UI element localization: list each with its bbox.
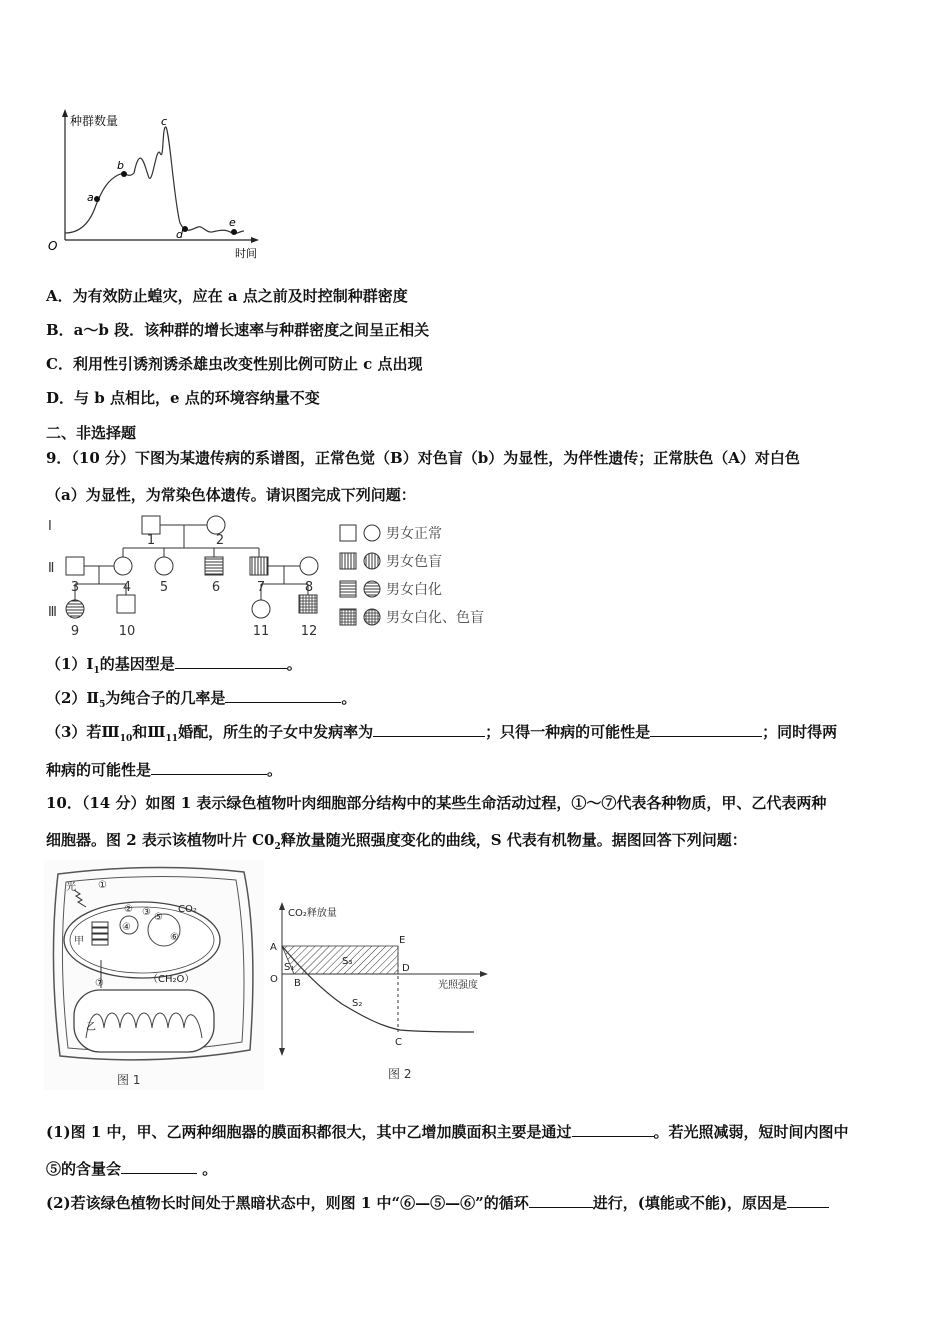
fig2-label-D: D (402, 963, 410, 974)
q10-p2: (2)若该绿色植物长时间处于黑暗状态中，则图 1 中“⑥—⑤—⑥”的循环 进行，(填能或不能)，原因是 (46, 1193, 829, 1213)
fig2-label-O: O (270, 974, 278, 985)
q10-line2: 细胞器。图 2 表示该植物叶片 $C0_2$释放量随光照强度变化的曲线，S 代表有机物量。据图回答下列问题： (46, 831, 747, 852)
q9-sub1: $(1)Ⅰ_1$的基因型是 。 (46, 655, 302, 676)
answer-blank[interactable] (373, 722, 485, 737)
gen-label-3: Ⅲ (48, 605, 57, 620)
q9-line1: 9．（10 分）下图为某遗传病的系谱图，正常色觉（B）对色盲（b）为显性，为伴性遗传；正常肤色（A）对白色 (46, 449, 800, 467)
fig2-label-S2: S₂ (352, 998, 363, 1009)
pedigree-num: 4 (122, 580, 132, 595)
figure-2-co2-curve (262, 900, 492, 1085)
pedigree-num: 11 (252, 624, 270, 639)
fig2-xlabel: 光照强度 (438, 980, 478, 991)
legend-colorblind: 男女色盲 (386, 554, 442, 570)
fig2-label-S3: S₃ (342, 956, 353, 967)
graph-ylabel: 种群数量 (70, 114, 119, 128)
fig1-label-1: ① (98, 880, 107, 891)
fig2-caption: 图 2 (388, 1067, 412, 1081)
point-d: d (176, 228, 183, 241)
fig2-label-C: C (395, 1037, 402, 1048)
graph-xlabel: 时间 (235, 247, 257, 260)
answer-blank[interactable] (175, 654, 287, 669)
pedigree-num: 5 (159, 580, 169, 595)
graph-origin: O (48, 239, 58, 253)
q10-p1-line1: (1)图 1 中，甲、乙两种细胞器的膜面积都很大，其中乙增加膜面积主要是通过 。若光照减弱，短时间内图中 (46, 1123, 849, 1141)
pedigree-num: 9 (70, 624, 80, 639)
fig2-label-S1: S₁ (284, 962, 295, 973)
option-a: A．为有效防止蝗灾，应在 a 点之前及时控制种群密度 (46, 287, 408, 305)
answer-blank[interactable] (572, 1122, 654, 1137)
legend-both: 男女白化、色盲 (386, 610, 484, 626)
pedigree-chart (44, 510, 504, 642)
gen-label-1: Ⅰ (48, 519, 52, 534)
q9-sub2: $(2)Ⅱ_5$为纯合子的几率是 。 (46, 689, 357, 710)
fig1-label-light: 光 (66, 882, 76, 893)
fig1-label-yi: 乙 (86, 1022, 96, 1033)
gen-label-2: Ⅱ (48, 561, 55, 576)
fig1-label-2: ② (124, 904, 133, 915)
fig2-label-B: B (294, 978, 301, 989)
pedigree-num: 10 (118, 624, 136, 639)
option-c: C．利用性引诱剂诱杀雄虫改变性别比例可防止 c 点出现 (46, 355, 423, 373)
point-c: c (161, 115, 168, 128)
point-b: b (117, 159, 124, 172)
pedigree-num: 3 (70, 580, 80, 595)
q9-sub3-line2: 种病的可能性是 。 (46, 761, 283, 779)
pedigree-num: 7 (256, 580, 266, 595)
answer-blank[interactable] (529, 1193, 593, 1208)
answer-blank[interactable] (151, 760, 267, 775)
fig1-label-3: ③ (142, 907, 151, 918)
fig1-label-co2: CO₂ (178, 904, 197, 915)
population-graph (40, 105, 270, 265)
q9-line2: （a）为显性，为常染色体遗传。请识图完成下列问题： (46, 486, 416, 504)
q9-sub3: （3）若$Ⅲ_{10}$和$Ⅲ_{11}$婚配，所生的子女中发病率为 ；只得一种病的可能性是 ；同时得两 (46, 723, 838, 744)
fig1-label-6: ⑥ (170, 932, 179, 943)
q10-line1: 10．（14 分）如图 1 表示绿色植物叶肉细胞部分结构中的某些生命活动过程，①～⑦代表各种物质，甲、乙代表两种 (46, 794, 827, 812)
fig1-caption: 图 1 (117, 1073, 141, 1087)
pedigree-num: 8 (304, 580, 314, 595)
fig2-ylabel: CO₂释放量 (288, 908, 337, 919)
fig1-label-5: ⑤ (154, 912, 163, 923)
q10-p1-line2: ⑤的含量会 。 (46, 1160, 218, 1178)
legend-normal: 男女正常 (386, 526, 442, 542)
pedigree-num: 12 (300, 624, 318, 639)
pedigree-num: 2 (215, 533, 225, 548)
point-a: a (87, 191, 94, 204)
fig2-label-E: E (399, 935, 406, 946)
fig1-label-7: ⑦ (95, 978, 104, 989)
option-d: D．与 b 点相比，e 点的环境容纳量不变 (46, 389, 320, 407)
answer-blank[interactable] (225, 688, 341, 703)
pedigree-num: 6 (211, 580, 221, 595)
section-title: 二、非选择题 (46, 424, 137, 442)
option-b: B．a～b 段．该种群的增长速率与种群密度之间呈正相关 (46, 321, 430, 339)
legend-albino: 男女白化 (386, 582, 442, 598)
pedigree-num: 1 (146, 533, 156, 548)
point-e: e (229, 216, 236, 229)
fig1-label-4: ④ (122, 922, 131, 933)
answer-blank[interactable] (650, 722, 762, 737)
figure-1-cell (44, 860, 264, 1090)
fig1-label-jia: 甲 (74, 936, 84, 947)
answer-blank[interactable] (787, 1193, 829, 1208)
fig2-label-A: A (270, 942, 277, 953)
fig1-label-ch2o: （CH₂O） (148, 974, 195, 985)
answer-blank[interactable] (121, 1159, 197, 1174)
